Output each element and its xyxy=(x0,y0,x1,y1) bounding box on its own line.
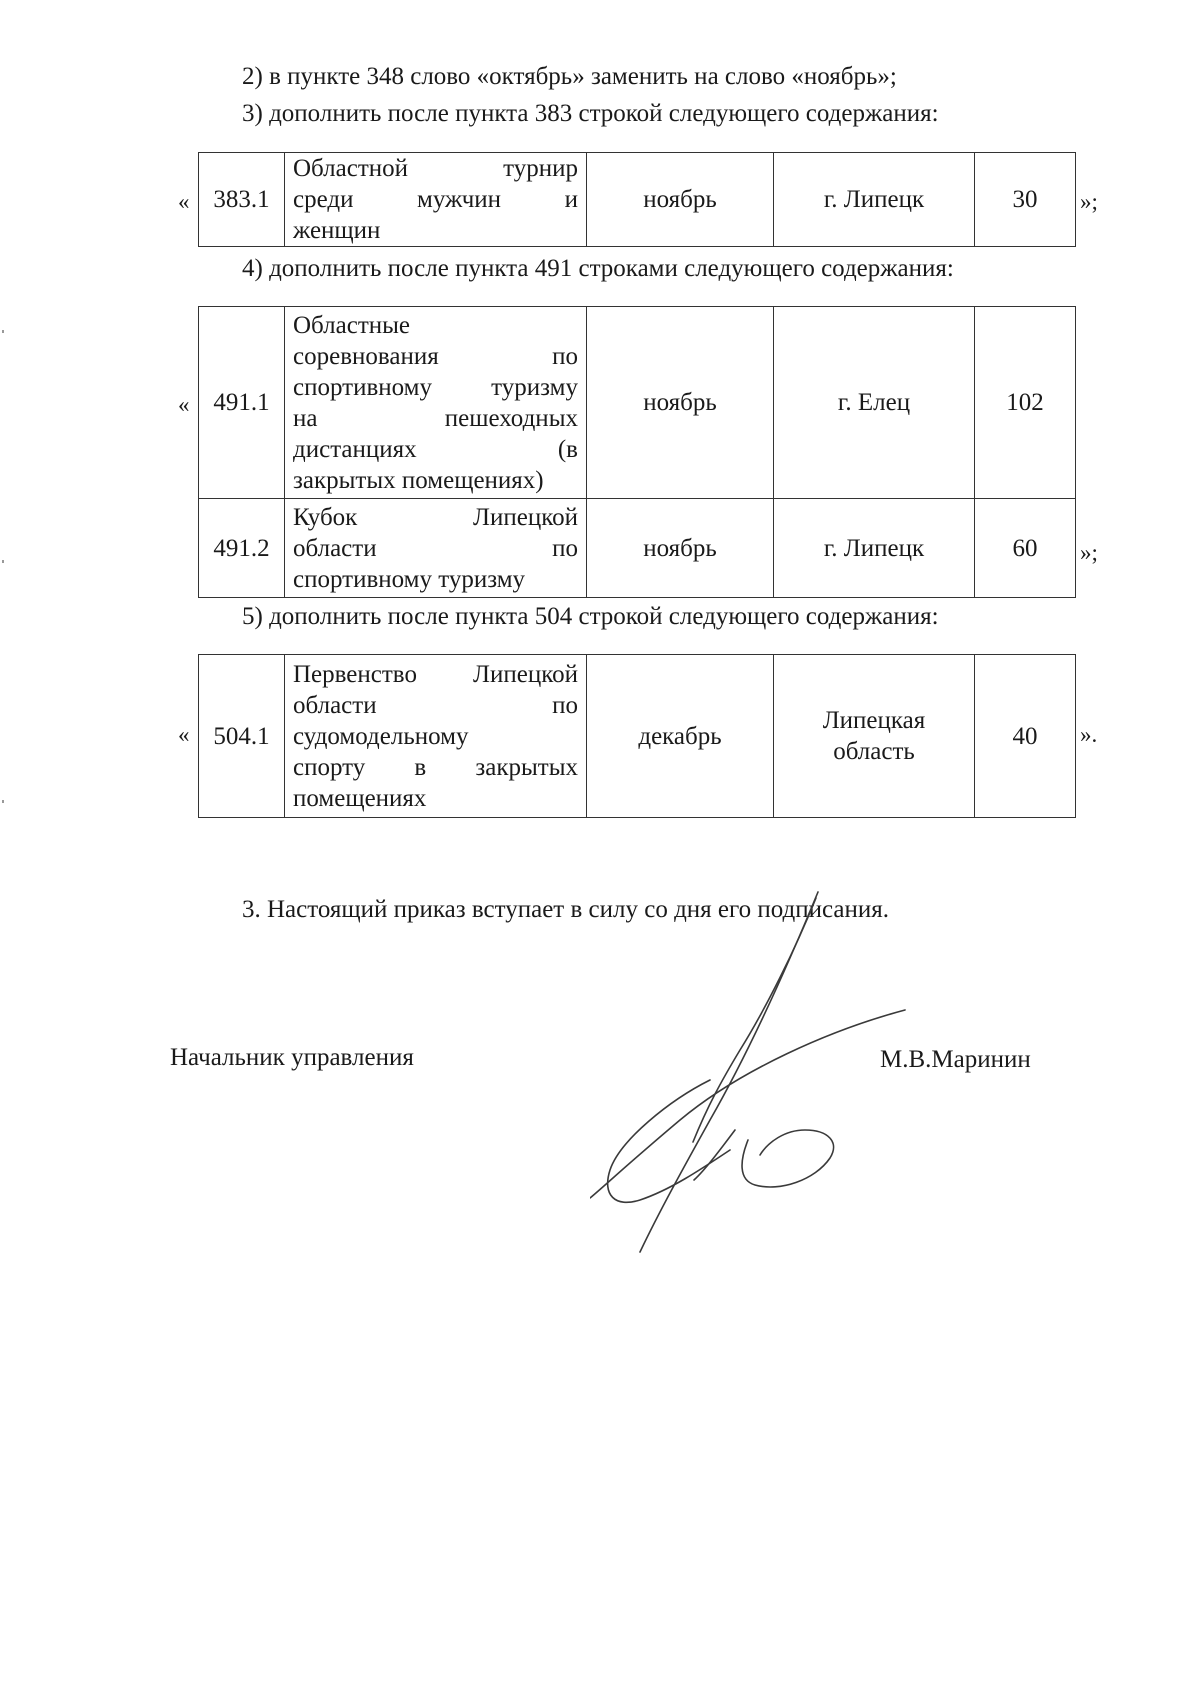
row-number: 491.1 xyxy=(199,307,285,499)
event-name: Областные соревнования по спортивному туризму на пешеходных дистанциях (в закрытых помещениях) xyxy=(285,307,587,499)
event-month: ноябрь xyxy=(587,307,774,499)
closing-clause: 3. Настоящий приказ вступает в силу со дня его подписания. xyxy=(242,896,890,923)
scan-edge-mark xyxy=(2,560,4,563)
table-row xyxy=(199,655,1076,818)
participant-count: 30 xyxy=(975,153,1076,247)
close-quote: »; xyxy=(1080,189,1098,214)
amendment-item-2: 2) в пункте 348 слово «октябрь» заменить на слово «ноябрь»; xyxy=(242,63,897,90)
amendment-item-4: 4) дополнить после пункта 491 строками следующего содержания: xyxy=(242,255,954,282)
table-row xyxy=(199,153,1076,247)
signatory-name: М.В.Маринин xyxy=(880,1046,1031,1073)
scan-edge-mark xyxy=(2,800,4,803)
insert-table-504 xyxy=(198,654,1076,818)
insert-table-383 xyxy=(198,152,1076,247)
insert-table-491 xyxy=(198,306,1076,598)
table-row xyxy=(199,307,1076,499)
event-name: Областной турнир среди мужчин и женщин xyxy=(285,153,587,247)
amendment-item-5: 5) дополнить после пункта 504 строкой следующего содержания: xyxy=(242,603,939,630)
signatory-position: Начальник управления xyxy=(170,1044,414,1071)
row-number: 491.2 xyxy=(199,499,285,598)
participant-count: 40 xyxy=(975,655,1076,818)
participant-count: 60 xyxy=(975,499,1076,598)
close-quote: ». xyxy=(1080,722,1098,747)
open-quote: « xyxy=(178,189,190,214)
event-month: ноябрь xyxy=(587,499,774,598)
event-place: г. Липецк xyxy=(774,499,975,598)
participant-count: 102 xyxy=(975,307,1076,499)
table-row xyxy=(199,499,1076,598)
event-place: Липецкая область xyxy=(774,655,975,818)
event-name: Первенство Липецкой области по судомодельному спорту в закрытых помещениях xyxy=(285,655,587,818)
event-place: г. Липецк xyxy=(774,153,975,247)
event-month: ноябрь xyxy=(587,153,774,247)
row-number: 504.1 xyxy=(199,655,285,818)
scan-edge-mark xyxy=(2,330,4,333)
open-quote: « xyxy=(178,392,190,417)
row-number: 383.1 xyxy=(199,153,285,247)
event-month: декабрь xyxy=(587,655,774,818)
event-name: Кубок Липецкой области по спортивному туризму xyxy=(285,499,587,598)
open-quote: « xyxy=(178,722,190,747)
handwritten-signature xyxy=(590,880,920,1260)
close-quote: »; xyxy=(1080,540,1098,565)
amendment-item-3: 3) дополнить после пункта 383 строкой следующего содержания: xyxy=(242,100,939,127)
event-place: г. Елец xyxy=(774,307,975,499)
